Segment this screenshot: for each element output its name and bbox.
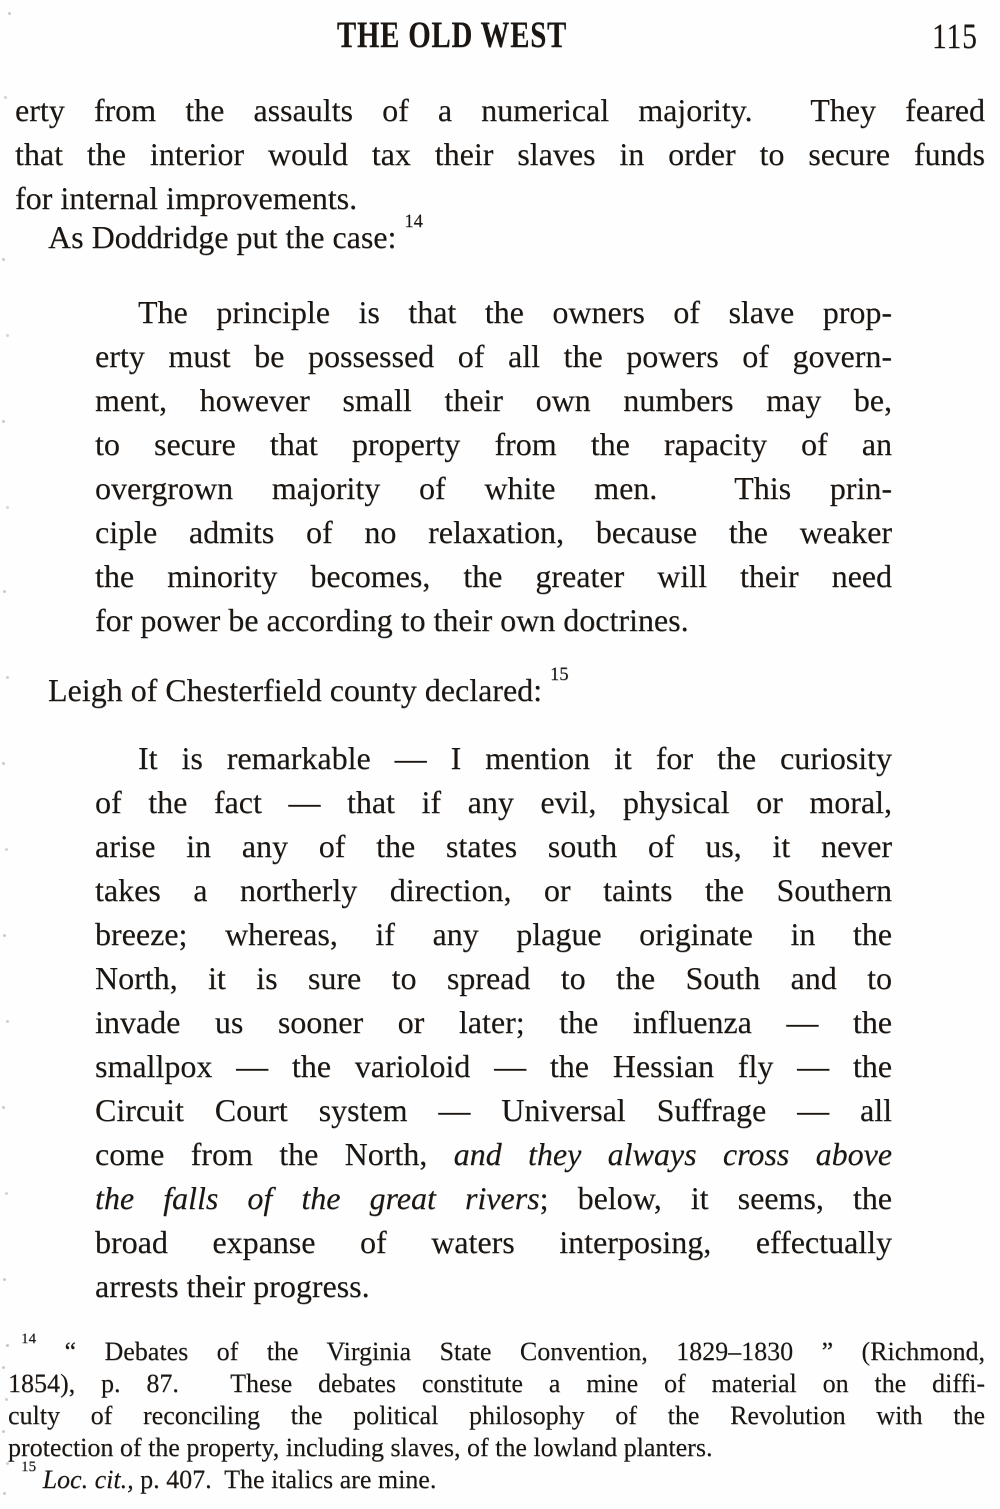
footnote-ref: 15 [21, 1458, 37, 1475]
text-segment: breeze; whereas, if any plague originate in the [95, 916, 892, 952]
text-segment: the minority becomes, the greater will their need [95, 558, 892, 594]
text-segment: Circuit Court system — Universal Suffrage — all [95, 1092, 892, 1128]
text-line [15, 211, 985, 259]
text-line [95, 466, 892, 510]
text-segment: for internal improvements. [15, 180, 358, 216]
text-segment: “ Debates of the Virginia State Convention, 1829–1830 ” (Richmond, [36, 1337, 985, 1366]
text-line [95, 554, 892, 598]
text-segment: Leigh of Chesterfield county declared: [48, 672, 551, 708]
text-line [95, 824, 892, 868]
text-line [15, 88, 985, 132]
text-segment: As Doddridge put the case: [48, 219, 405, 255]
text-line [15, 664, 985, 712]
text-line [95, 510, 892, 554]
paragraph-continued [15, 88, 985, 220]
text-line [95, 334, 892, 378]
text-segment: broad expanse of waters interposing, effectually [95, 1224, 892, 1260]
text-segment: ciple admits of no relaxation, because the weaker [95, 514, 892, 550]
text-segment: come from the North, [95, 1136, 454, 1172]
text-line [95, 1088, 892, 1132]
text-line [95, 780, 892, 824]
text-line [95, 378, 892, 422]
text-segment: erty from the assaults of a numerical majority. They feared [15, 92, 985, 128]
text-line [15, 176, 985, 220]
text-segment: takes a northerly direction, or taints the Southern [95, 872, 892, 908]
blockquote-leigh [95, 736, 892, 1308]
text-segment: arrests their progress. [95, 1268, 370, 1304]
scan-noise-specks [0, 0, 3, 3]
footnote-ref: 14 [21, 1330, 37, 1347]
page-number: 115 [932, 16, 978, 56]
blockquote-doddridge [95, 290, 892, 642]
text-segment: 1854), p. 87. These debates constitute a mine of material on the diffi- [8, 1369, 985, 1398]
text-line [95, 1132, 892, 1176]
paragraph-doddridge-intro [15, 211, 985, 259]
text-segment: and they always cross above [453, 1136, 892, 1172]
text-segment: that the interior would tax their slaves in order to secure funds [15, 136, 985, 172]
text-segment: overgrown majority of white men. This prin- [95, 470, 892, 506]
text-line [8, 1432, 985, 1464]
text-segment: p. 407. The italics are mine. [133, 1465, 437, 1494]
text-line [8, 1400, 985, 1432]
footnote-ref: 15 [550, 664, 569, 686]
text-line [95, 1044, 892, 1088]
text-segment: ; below, it seems, the [539, 1180, 893, 1216]
text-line [95, 290, 892, 334]
running-title: THE OLD WEST [336, 15, 568, 56]
footnote-ref: 14 [404, 211, 423, 233]
text-line [95, 1176, 892, 1220]
text-segment: the falls of the great rivers [95, 1180, 540, 1216]
text-segment: culty of reconciling the political philosophy of the Revolution with the [8, 1401, 985, 1430]
text-segment: smallpox — the varioloid — the Hessian fly — the [95, 1048, 892, 1084]
text-segment: erty must be possessed of all the powers of govern- [95, 338, 892, 374]
text-line [95, 956, 892, 1000]
text-segment: Loc. cit., [42, 1465, 134, 1494]
footnote-14 [8, 1330, 985, 1464]
text-segment: ment, however small their own numbers may be, [95, 382, 892, 418]
text-line [95, 1264, 892, 1308]
text-segment: protection of the property, including slaves, of the lowland planters. [8, 1433, 713, 1462]
text-segment: for power be according to their own doctrines. [95, 602, 689, 638]
text-segment: of the fact — that if any evil, physical or moral, [95, 784, 892, 820]
text-line [95, 1000, 892, 1044]
text-segment: to secure that property from the rapacity of an [95, 426, 892, 462]
text-segment: North, it is sure to spread to the South and to [95, 960, 892, 996]
text-line [95, 868, 892, 912]
paragraph-leigh-intro [15, 664, 985, 712]
text-line [95, 1220, 892, 1264]
text-line [15, 132, 985, 176]
text-line [95, 598, 892, 642]
footnote-15 [8, 1458, 985, 1496]
text-line [8, 1368, 985, 1400]
text-segment: arise in any of the states south of us, it never [95, 828, 892, 864]
text-line [95, 912, 892, 956]
text-line [95, 422, 892, 466]
text-segment: invade us sooner or later; the influenza — the [95, 1004, 892, 1040]
text-segment: The principle is that the owners of slave prop- [138, 294, 892, 330]
text-line [95, 736, 892, 780]
text-segment: It is remarkable — I mention it for the curiosity [138, 740, 892, 776]
text-line [8, 1330, 985, 1368]
text-line [8, 1458, 985, 1496]
